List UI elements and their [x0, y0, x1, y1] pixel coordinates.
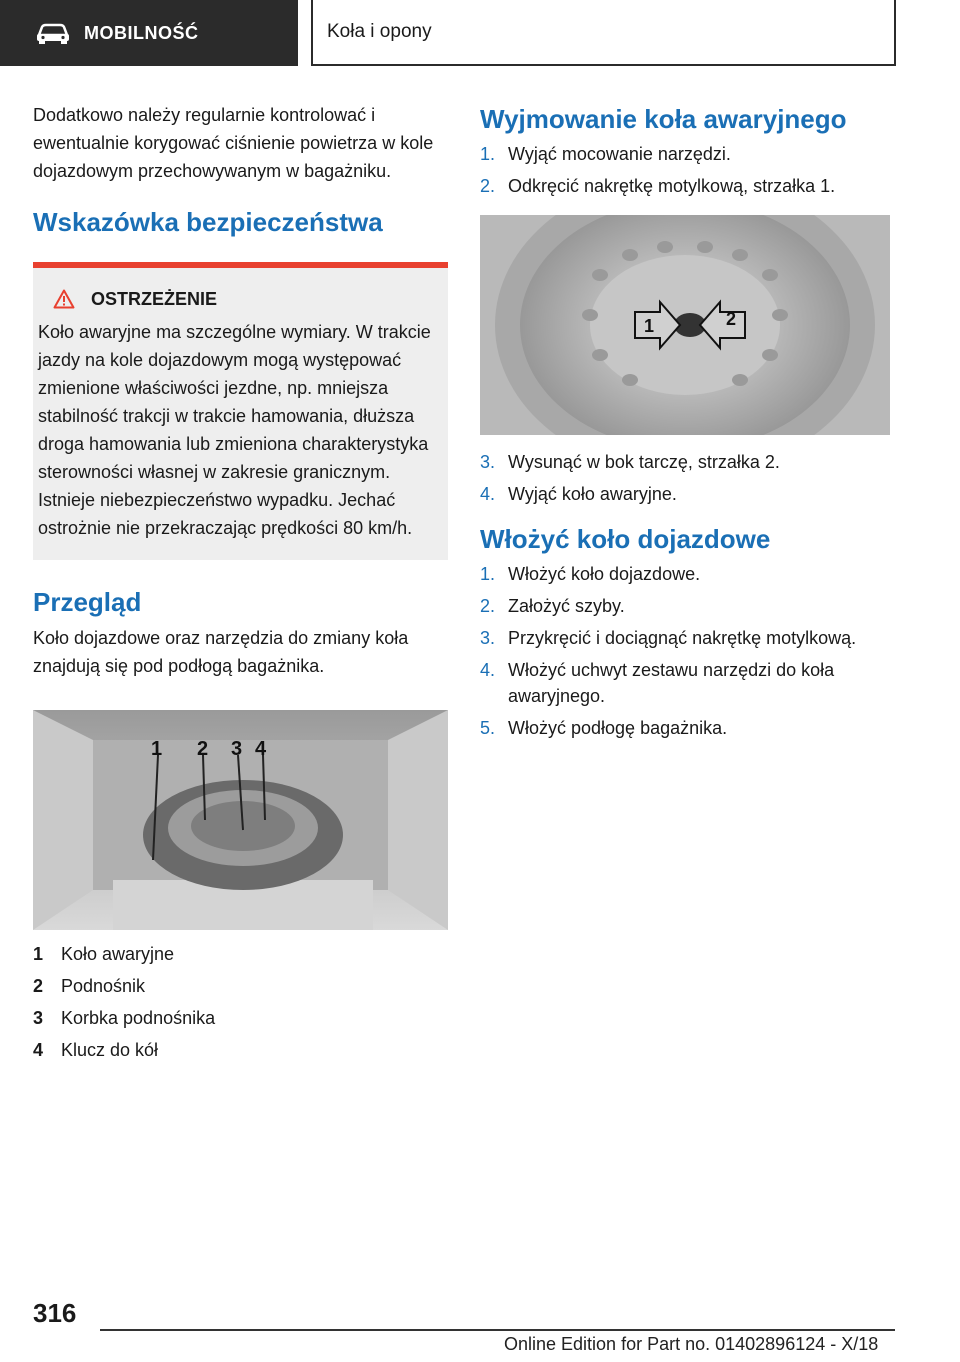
- step-item: 4. Wyjąć koło awaryjne.: [480, 484, 677, 504]
- remove-steps-list: [480, 141, 890, 199]
- image-arrow-label-2: 2: [726, 309, 737, 329]
- overview-text: Koło dojazdowe oraz narzędzia do zmiany koła znajdują się pod podłogą bagażnika.: [33, 628, 409, 676]
- footer-divider: [100, 1329, 895, 1331]
- step-item: 1. Włożyć koło dojazdowe.: [480, 564, 701, 584]
- legend-item: 1 Koło awaryjne: [33, 944, 175, 964]
- step-item: 3. Przykręcić i dociągnąć nakrętkę motylkową.: [480, 628, 857, 648]
- warning-title: OSTRZEŻENIE: [91, 289, 218, 309]
- legend-item: 3 Korbka podnośnika: [33, 1008, 216, 1028]
- chapter-tab: [311, 0, 896, 66]
- image-label-4: 4: [255, 738, 267, 760]
- step-item: 4. Włożyć uchwyt zestawu narzędzi do koła awaryjnego.: [480, 660, 835, 706]
- wheel-illustration: [480, 215, 890, 435]
- warning-text: Koło awaryjne ma szczególne wymiary. W trakcie jazdy na kole dojazdowym mogą występować zmienione właściwości jezdne, np. mniejsza stabilność trakcji w trakcie hamowania, dłuższa droga hamowania lub zmieniona charakterystyka sterowności własnej w zakresie granicznym. Istnieje niebezpieczeństwo wypadku. Jechać ostrożnie nie przekraczając prędkości 80 km/h.: [38, 322, 431, 538]
- legend-item: 4 Klucz do kół: [33, 1040, 159, 1060]
- page-number: 316: [33, 1298, 77, 1328]
- safety-heading: Wskazówka bezpieczeństwa: [33, 207, 383, 237]
- legend-list: [33, 938, 448, 1066]
- left-column: [33, 101, 448, 1066]
- warning-triangle-icon: [53, 289, 75, 309]
- image-label-3: 3: [231, 738, 243, 760]
- section-title: MOBILNOŚĆ: [84, 22, 199, 43]
- step-item: 2. Założyć szyby.: [480, 596, 625, 616]
- header-section-tab: [0, 0, 298, 66]
- warning-title-row: [53, 286, 434, 312]
- intro-paragraph: Dodatkowo należy regularnie kontrolować i ewentualnie korygować ciśnienie powietrza w kole dojazdowym przechowywanym w bagażniku.: [33, 105, 434, 181]
- trunk-tools-image: [33, 710, 448, 930]
- image-arrow-label-1: 1: [644, 316, 655, 336]
- car-icon: [36, 22, 70, 44]
- step-item: 2. Odkręcić nakrętkę motylkową, strzałka 1.: [480, 176, 836, 196]
- right-column: [480, 103, 890, 747]
- insert-steps-list: [480, 561, 890, 741]
- edition-text: Online Edition for Part no. 01402896124 - X/18: [504, 1334, 879, 1354]
- spare-wheel-image: [480, 215, 890, 435]
- legend-item: 2 Podnośnik: [33, 976, 146, 996]
- trunk-illustration: [33, 710, 448, 930]
- remove-steps-list-cont: [480, 449, 890, 507]
- step-item: 3. Wysunąć w bok tarczę, strzałka 2.: [480, 452, 780, 472]
- step-item: 5. Włożyć podłogę bagażnika.: [480, 718, 728, 738]
- image-label-1: 1: [151, 738, 163, 760]
- remove-heading: Wyjmowanie koła awaryjnego: [480, 104, 847, 134]
- step-item: 1. Wyjąć mocowanie narzędzi.: [480, 144, 731, 164]
- chapter-title: Koła i opony: [327, 21, 432, 42]
- overview-heading: Przegląd: [33, 587, 142, 617]
- insert-heading: Włożyć koło dojazdowe: [480, 524, 771, 554]
- image-label-2: 2: [197, 738, 209, 760]
- warning-box: [33, 268, 448, 560]
